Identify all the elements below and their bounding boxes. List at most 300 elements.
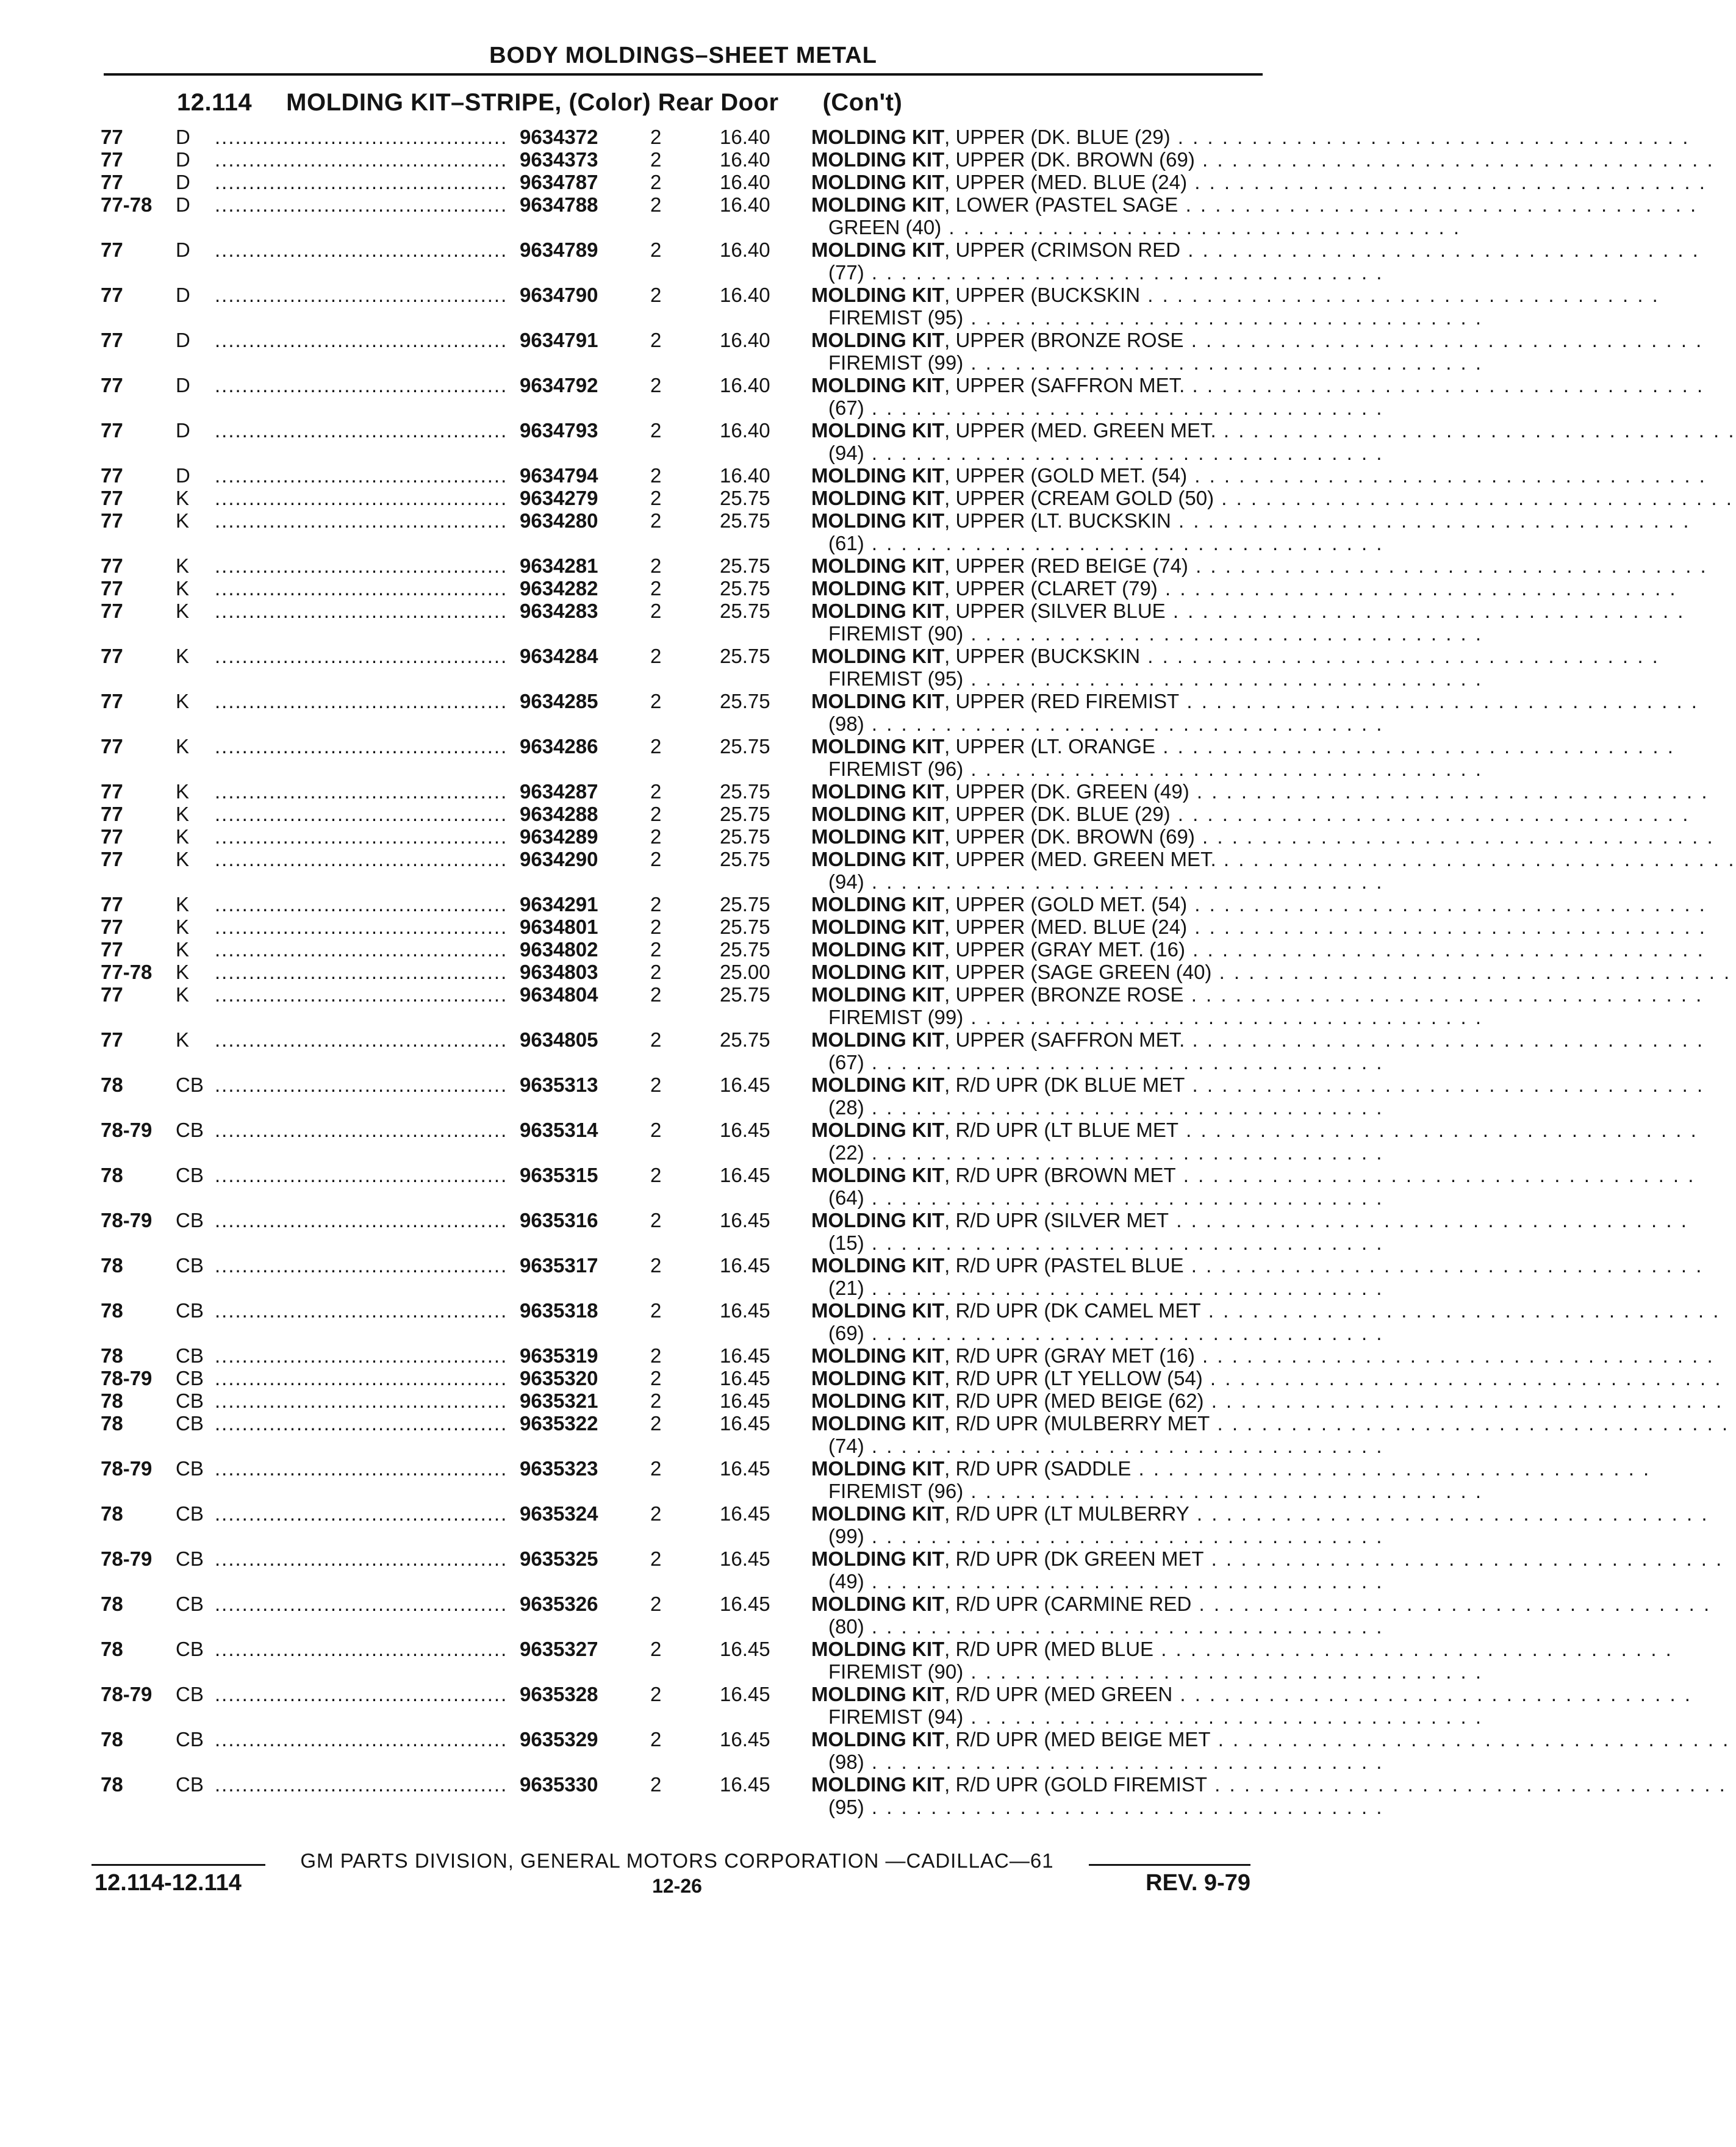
description-line <box>811 351 1483 374</box>
quantity: 2 <box>650 577 662 600</box>
model-year: 78 <box>101 1638 123 1660</box>
price: 25.75 <box>720 848 770 870</box>
quantity: 2 <box>650 1344 662 1367</box>
description-text: MOLDING KIT, UPPER (LT. BUCKSKIN <box>811 509 1171 532</box>
description-line <box>811 645 1660 667</box>
description-text: MOLDING KIT, R/D UPR (CARMINE RED <box>811 1593 1192 1615</box>
table-row <box>0 1412 1730 1457</box>
dot-leader: . . . . . . . . . . . . . . . . . . . . . . . . . . . . . . . . . . . <box>1183 1254 1704 1277</box>
quantity: 2 <box>650 690 662 712</box>
description-text: MOLDING KIT, UPPER (BUCKSKIN <box>811 284 1141 306</box>
description-text: FIREMIST (96) <box>828 1480 964 1502</box>
table-row <box>0 464 1707 487</box>
model-year: 77 <box>101 464 123 487</box>
model-year: 77-78 <box>101 193 152 216</box>
dot-leader: . . . . . . . . . . . . . . . . . . . . . . . . . . . . . . . . . . . <box>864 532 1384 554</box>
price: 25.75 <box>720 690 770 712</box>
body-code: K <box>176 600 190 622</box>
table-row <box>0 1209 1688 1254</box>
description <box>811 1683 1692 1728</box>
description-text: MOLDING KIT, UPPER (BRONZE ROSE <box>811 983 1184 1006</box>
quantity: 2 <box>650 329 662 351</box>
price: 25.75 <box>720 780 770 803</box>
quantity: 2 <box>650 938 662 961</box>
price: 16.40 <box>720 126 770 148</box>
quantity: 2 <box>650 509 662 532</box>
description-line <box>811 1638 1673 1660</box>
quantity: 2 <box>650 645 662 667</box>
dot-leader: . . . . . . . . . . . . . . . . . . . . . . . . . . . . . . . . . . . <box>1202 1367 1723 1389</box>
dot-leader: ........................................... <box>215 554 508 577</box>
quantity: 2 <box>650 1728 662 1751</box>
description-line <box>811 532 1384 554</box>
description <box>811 645 1660 690</box>
description-text: MOLDING KIT, R/D UPR (MED BEIGE MET <box>811 1728 1211 1751</box>
table-row <box>0 1074 1705 1119</box>
body-code: D <box>176 171 190 193</box>
description-line <box>811 1525 1384 1547</box>
dot-leader: . . . . . . . . . . . . . . . . . . . . . . . . . . . . . . . . . . . <box>864 396 1384 419</box>
description-line <box>811 1322 1384 1344</box>
model-year: 78 <box>101 1344 123 1367</box>
price: 25.75 <box>720 803 770 825</box>
part-number: 9634289 <box>520 825 598 848</box>
section-continued: (Con't) <box>822 89 903 116</box>
part-number: 9634279 <box>520 487 598 509</box>
dot-leader: ........................................... <box>215 284 508 306</box>
description-line <box>811 1231 1384 1254</box>
description <box>811 1457 1651 1502</box>
description-text: MOLDING KIT, UPPER (GOLD MET. (54) <box>811 893 1188 916</box>
description-text: (49) <box>828 1570 864 1593</box>
dot-leader: . . . . . . . . . . . . . . . . . . . . . . . . . . . . . . . . . . . <box>963 351 1483 374</box>
description <box>811 1389 1724 1412</box>
body-code: K <box>176 509 190 532</box>
description-text: MOLDING KIT, UPPER (GOLD MET. (54) <box>811 464 1188 487</box>
body-code: CB <box>176 1164 204 1186</box>
description <box>811 419 1736 464</box>
dot-leader: . . . . . . . . . . . . . . . . . . . . . . . . . . . . . . . . . . . <box>864 870 1384 893</box>
price: 25.75 <box>720 577 770 600</box>
body-code: CB <box>176 1593 204 1615</box>
dot-leader: ........................................... <box>215 1367 508 1389</box>
dot-leader: ........................................... <box>215 1683 508 1705</box>
footer-section-range: 12.114-12.114 <box>95 1870 242 1896</box>
table-row <box>0 1547 1724 1593</box>
description-line <box>811 509 1691 532</box>
description <box>811 329 1704 374</box>
dot-leader: . . . . . . . . . . . . . . . . . . . . . . . . . . . . . . . . . . . <box>1171 509 1691 532</box>
dot-leader: . . . . . . . . . . . . . . . . . . . . . . . . . . . . . . . . . . . <box>1203 1547 1724 1570</box>
body-code: K <box>176 938 190 961</box>
description <box>811 938 1705 961</box>
dot-leader: . . . . . . . . . . . . . . . . . . . . . . . . . . . . . . . . . . . <box>1214 487 1734 509</box>
quantity: 2 <box>650 148 662 171</box>
price: 16.45 <box>720 1119 770 1141</box>
description-line <box>811 848 1736 870</box>
description-text: (21) <box>828 1277 864 1299</box>
model-year: 77 <box>101 171 123 193</box>
dot-leader: . . . . . . . . . . . . . . . . . . . . . . . . . . . . . . . . . . . <box>1157 577 1677 600</box>
model-year: 77 <box>101 938 123 961</box>
body-code: K <box>176 645 190 667</box>
description <box>811 916 1707 938</box>
part-number: 9634282 <box>520 577 598 600</box>
description-line <box>811 1344 1715 1367</box>
table-row <box>0 1638 1673 1683</box>
dot-leader: . . . . . . . . . . . . . . . . . . . . . . . . . . . . . . . . . . . <box>864 1570 1384 1593</box>
table-row <box>0 961 1732 983</box>
description-line <box>811 329 1704 351</box>
dot-leader: . . . . . . . . . . . . . . . . . . . . . . . . . . . . . . . . . . . <box>1185 938 1705 961</box>
price: 16.45 <box>720 1367 770 1389</box>
description <box>811 148 1715 171</box>
dot-leader: . . . . . . . . . . . . . . . . . . . . . . . . . . . . . . . . . . . <box>1187 171 1707 193</box>
description-line <box>811 216 1462 238</box>
description-line <box>811 464 1707 487</box>
description <box>811 374 1705 419</box>
table-row <box>0 1502 1709 1547</box>
dot-leader: ........................................... <box>215 1299 508 1322</box>
part-number: 9634791 <box>520 329 598 351</box>
description-line <box>811 171 1707 193</box>
quantity: 2 <box>650 193 662 216</box>
dot-leader: . . . . . . . . . . . . . . . . . . . . . . . . . . . . . . . . . . . <box>864 1186 1384 1209</box>
dot-leader: ........................................... <box>215 1119 508 1141</box>
dot-leader: . . . . . . . . . . . . . . . . . . . . . . . . . . . . . . . . . . . <box>1187 893 1707 916</box>
quantity: 2 <box>650 1773 662 1796</box>
dot-leader: ........................................... <box>215 1502 508 1525</box>
dot-leader: . . . . . . . . . . . . . . . . . . . . . . . . . . . . . . . . . . . <box>1194 148 1715 171</box>
table-row <box>0 645 1660 690</box>
quantity: 2 <box>650 961 662 983</box>
body-code: K <box>176 825 190 848</box>
table-row <box>0 554 1708 577</box>
dot-leader: ........................................... <box>215 1389 508 1412</box>
description-line <box>811 961 1732 983</box>
body-code: K <box>176 1028 190 1051</box>
quantity: 2 <box>650 238 662 261</box>
description-text: MOLDING KIT, R/D UPR (MED BEIGE (62) <box>811 1389 1204 1412</box>
model-year: 78 <box>101 1502 123 1525</box>
dot-leader: ........................................... <box>215 1209 508 1231</box>
dot-leader: ........................................... <box>215 983 508 1006</box>
price: 16.45 <box>720 1728 770 1751</box>
description-text: MOLDING KIT, UPPER (BRONZE ROSE <box>811 329 1184 351</box>
table-row <box>0 509 1691 554</box>
dot-leader: . . . . . . . . . . . . . . . . . . . . . . . . . . . . . . . . . . . <box>1189 780 1709 803</box>
description <box>811 893 1707 916</box>
dot-leader: ........................................... <box>215 509 508 532</box>
description-line <box>811 1457 1651 1480</box>
model-year: 78 <box>101 1164 123 1186</box>
model-year: 77 <box>101 690 123 712</box>
dot-leader: . . . . . . . . . . . . . . . . . . . . . . . . . . . . . . . . . . . <box>864 442 1384 464</box>
description-line <box>811 148 1715 171</box>
part-number: 9634291 <box>520 893 598 916</box>
price: 25.75 <box>720 825 770 848</box>
body-code: D <box>176 284 190 306</box>
description-text: MOLDING KIT, UPPER (DK. GREEN (49) <box>811 780 1189 803</box>
dot-leader: ........................................... <box>215 1254 508 1277</box>
dot-leader: . . . . . . . . . . . . . . . . . . . . . . . . . . . . . . . . . . . <box>1194 1344 1715 1367</box>
dot-leader: . . . . . . . . . . . . . . . . . . . . . . . . . . . . . . . . . . . <box>864 1141 1384 1164</box>
price: 16.45 <box>720 1683 770 1705</box>
price: 25.00 <box>720 961 770 983</box>
dot-leader: ........................................... <box>215 645 508 667</box>
price: 16.40 <box>720 193 770 216</box>
dot-leader: ........................................... <box>215 916 508 938</box>
description-text: (67) <box>828 1051 864 1074</box>
section-name: MOLDING KIT–STRIPE, (Color) Rear Door <box>286 89 779 116</box>
dot-leader: ........................................... <box>215 1164 508 1186</box>
dot-leader: . . . . . . . . . . . . . . . . . . . . . . . . . . . . . . . . . . . <box>1180 238 1700 261</box>
description-line <box>811 306 1483 329</box>
model-year: 77 <box>101 238 123 261</box>
body-code: CB <box>176 1412 204 1435</box>
description <box>811 803 1690 825</box>
part-number: 9634794 <box>520 464 598 487</box>
description-text: MOLDING KIT, UPPER (BUCKSKIN <box>811 645 1141 667</box>
description-line <box>811 758 1483 780</box>
description-line <box>811 1593 1712 1615</box>
description-line <box>811 554 1708 577</box>
description-line <box>811 1570 1384 1593</box>
dot-leader: . . . . . . . . . . . . . . . . . . . . . . . . . . . . . . . . . . . <box>1210 1728 1731 1751</box>
dot-leader: ........................................... <box>215 577 508 600</box>
body-code: CB <box>176 1254 204 1277</box>
dot-leader: . . . . . . . . . . . . . . . . . . . . . . . . . . . . . . . . . . . <box>864 1525 1384 1547</box>
section-heading <box>177 89 902 116</box>
dot-leader: ........................................... <box>215 938 508 961</box>
description <box>811 825 1715 848</box>
description-text: MOLDING KIT, R/D UPR (LT YELLOW (54) <box>811 1367 1203 1389</box>
part-number: 9635319 <box>520 1344 598 1367</box>
table-row <box>0 803 1690 825</box>
description-line <box>811 1547 1724 1570</box>
part-number: 9635314 <box>520 1119 598 1141</box>
description <box>811 1344 1715 1367</box>
description <box>811 1299 1721 1344</box>
quantity: 2 <box>650 1119 662 1141</box>
dot-leader: ........................................... <box>215 1344 508 1367</box>
table-row <box>0 1299 1721 1344</box>
table-row <box>0 893 1707 916</box>
table-row <box>0 825 1715 848</box>
part-number: 9635315 <box>520 1164 598 1186</box>
model-year: 78-79 <box>101 1209 152 1231</box>
quantity: 2 <box>650 1547 662 1570</box>
dot-leader: . . . . . . . . . . . . . . . . . . . . . . . . . . . . . . . . . . . <box>864 1435 1384 1457</box>
description-text: MOLDING KIT, UPPER (GRAY MET. (16) <box>811 938 1186 961</box>
quantity: 2 <box>650 1593 662 1615</box>
part-number: 9634805 <box>520 1028 598 1051</box>
price: 16.45 <box>720 1389 770 1412</box>
body-code: D <box>176 126 190 148</box>
dot-leader: . . . . . . . . . . . . . . . . . . . . . . . . . . . . . . . . . . . <box>1189 1502 1709 1525</box>
quantity: 2 <box>650 1412 662 1435</box>
description-text: MOLDING KIT, UPPER (RED BEIGE (74) <box>811 554 1188 577</box>
dot-leader: . . . . . . . . . . . . . . . . . . . . . . . . . . . . . . . . . . . <box>1140 645 1660 667</box>
description-line <box>811 983 1704 1006</box>
description-line <box>811 916 1707 938</box>
description <box>811 848 1736 893</box>
description-line <box>811 870 1384 893</box>
model-year: 77 <box>101 329 123 351</box>
description-line <box>811 1751 1384 1773</box>
description-text: (94) <box>828 870 864 893</box>
model-year: 77 <box>101 735 123 758</box>
header-rule <box>104 73 1263 76</box>
description-text: MOLDING KIT, R/D UPR (MED GREEN <box>811 1683 1173 1705</box>
description-text: (80) <box>828 1615 864 1638</box>
dot-leader: . . . . . . . . . . . . . . . . . . . . . . . . . . . . . . . . . . . <box>864 712 1384 735</box>
description-line <box>811 1277 1384 1299</box>
description-line <box>811 284 1660 306</box>
quantity: 2 <box>650 983 662 1006</box>
model-year: 78 <box>101 1299 123 1322</box>
dot-leader: . . . . . . . . . . . . . . . . . . . . . . . . . . . . . . . . . . . <box>1194 825 1715 848</box>
description-text: FIREMIST (99) <box>828 351 964 374</box>
description-line <box>811 600 1685 622</box>
table-row <box>0 1367 1723 1389</box>
price: 25.75 <box>720 916 770 938</box>
dot-leader: . . . . . . . . . . . . . . . . . . . . . . . . . . . . . . . . . . . <box>864 1322 1384 1344</box>
description-text: (22) <box>828 1141 864 1164</box>
body-code: K <box>176 916 190 938</box>
dot-leader: . . . . . . . . . . . . . . . . . . . . . . . . . . . . . . . . . . . <box>1183 329 1704 351</box>
dot-leader: . . . . . . . . . . . . . . . . . . . . . . . . . . . . . . . . . . . <box>864 1051 1384 1074</box>
price: 16.40 <box>720 329 770 351</box>
part-number: 9634801 <box>520 916 598 938</box>
description-text: MOLDING KIT, R/D UPR (SADDLE <box>811 1457 1132 1480</box>
description-text: (98) <box>828 1751 864 1773</box>
price: 25.75 <box>720 735 770 758</box>
description <box>811 1638 1673 1683</box>
description <box>811 1773 1727 1818</box>
quantity: 2 <box>650 1683 662 1705</box>
description-line <box>811 780 1709 803</box>
price: 25.75 <box>720 983 770 1006</box>
price: 16.40 <box>720 374 770 396</box>
table-row <box>0 487 1734 509</box>
quantity: 2 <box>650 780 662 803</box>
price: 25.75 <box>720 893 770 916</box>
body-code: K <box>176 487 190 509</box>
description-text: (64) <box>828 1186 864 1209</box>
price: 25.75 <box>720 554 770 577</box>
dot-leader: ........................................... <box>215 193 508 216</box>
model-year: 77 <box>101 600 123 622</box>
description <box>811 735 1675 780</box>
description-text: MOLDING KIT, R/D UPR (SILVER MET <box>811 1209 1169 1231</box>
description-line <box>811 374 1705 396</box>
description-line <box>811 1683 1692 1705</box>
body-code: CB <box>176 1389 204 1412</box>
price: 16.45 <box>720 1074 770 1096</box>
footer-rule-right <box>1089 1864 1250 1866</box>
table-row <box>0 419 1736 464</box>
description-text: FIREMIST (94) <box>828 1705 964 1728</box>
description-text: MOLDING KIT, UPPER (CLARET (79) <box>811 577 1158 600</box>
model-year: 77 <box>101 487 123 509</box>
table-row <box>0 600 1685 645</box>
body-code: D <box>176 193 190 216</box>
description-line <box>811 1412 1730 1435</box>
table-row <box>0 329 1704 374</box>
footer-revision: REV. 9-79 <box>1146 1870 1250 1896</box>
description-text: (67) <box>828 396 864 419</box>
dot-leader: . . . . . . . . . . . . . . . . . . . . . . . . . . . . . . . . . . . <box>963 1480 1483 1502</box>
description-line <box>811 1186 1384 1209</box>
model-year: 77 <box>101 374 123 396</box>
quantity: 2 <box>650 171 662 193</box>
description-text: MOLDING KIT, UPPER (CREAM GOLD (50) <box>811 487 1214 509</box>
price: 16.45 <box>720 1299 770 1322</box>
description-line <box>811 487 1734 509</box>
description <box>811 238 1700 284</box>
dot-leader: . . . . . . . . . . . . . . . . . . . . . . . . . . . . . . . . . . . <box>1207 1773 1727 1796</box>
dot-leader: . . . . . . . . . . . . . . . . . . . . . . . . . . . . . . . . . . . <box>1165 600 1685 622</box>
part-number: 9634788 <box>520 193 598 216</box>
description-text: MOLDING KIT, R/D UPR (PASTEL BLUE <box>811 1254 1184 1277</box>
dot-leader: . . . . . . . . . . . . . . . . . . . . . . . . . . . . . . . . . . . <box>1216 419 1736 442</box>
dot-leader: . . . . . . . . . . . . . . . . . . . . . . . . . . . . . . . . . . . <box>1210 1412 1730 1435</box>
description <box>811 171 1707 193</box>
description-text: MOLDING KIT, UPPER (LT. ORANGE <box>811 735 1156 758</box>
model-year: 77 <box>101 554 123 577</box>
quantity: 2 <box>650 126 662 148</box>
description-line <box>811 1164 1696 1186</box>
description-line <box>811 126 1690 148</box>
model-year: 77 <box>101 577 123 600</box>
description-line <box>811 1209 1688 1231</box>
table-row <box>0 193 1698 238</box>
body-code: K <box>176 554 190 577</box>
description <box>811 509 1691 554</box>
dot-leader: ........................................... <box>215 735 508 758</box>
description <box>811 1254 1704 1299</box>
price: 16.45 <box>720 1638 770 1660</box>
description-text: MOLDING KIT, R/D UPR (DK GREEN MET <box>811 1547 1204 1570</box>
dot-leader: ........................................... <box>215 238 508 261</box>
model-year: 77 <box>101 803 123 825</box>
description-text: MOLDING KIT, UPPER (DK. BROWN (69) <box>811 148 1195 171</box>
model-year: 77 <box>101 284 123 306</box>
part-number: 9635329 <box>520 1728 598 1751</box>
description-text: MOLDING KIT, UPPER (SAFFRON MET. <box>811 1028 1185 1051</box>
dot-leader: . . . . . . . . . . . . . . . . . . . . . . . . . . . . . . . . . . . <box>1185 1074 1705 1096</box>
description-text: FIREMIST (96) <box>828 758 964 780</box>
description <box>811 464 1707 487</box>
body-code: CB <box>176 1209 204 1231</box>
description <box>811 193 1698 238</box>
parts-list <box>0 126 1736 1818</box>
body-code: CB <box>176 1683 204 1705</box>
description-text: FIREMIST (90) <box>828 1660 964 1683</box>
model-year: 77-78 <box>101 961 152 983</box>
part-number: 9634804 <box>520 983 598 1006</box>
body-code: D <box>176 419 190 442</box>
description-line <box>811 825 1715 848</box>
description <box>811 1728 1731 1773</box>
description <box>811 983 1704 1028</box>
description-line <box>811 1254 1704 1277</box>
description-text: (74) <box>828 1435 864 1457</box>
description-line <box>811 1051 1384 1074</box>
description-text: MOLDING KIT, UPPER (MED. BLUE (24) <box>811 171 1188 193</box>
section-number: 12.114 <box>177 89 253 116</box>
